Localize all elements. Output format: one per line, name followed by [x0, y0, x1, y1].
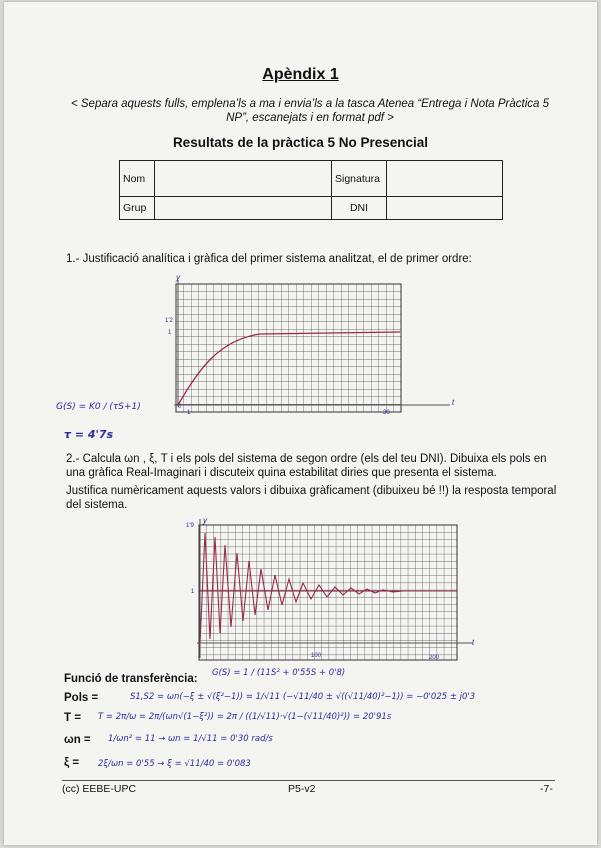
- dni-label: DNI: [332, 197, 387, 220]
- natural-frequency-value: 1/ωn² = 11 → ωn = 1/√11 = 0'30 rad/s: [108, 734, 273, 744]
- nom-field[interactable]: [155, 161, 332, 197]
- nom-label: Nom: [120, 161, 155, 197]
- transfer-function-label: Funció de transferència:: [64, 673, 198, 685]
- results-title: Resultats de la pràctica 5 No Presencial: [172, 135, 429, 150]
- graph-1-first-order: [160, 272, 470, 422]
- graph-2-grid: [199, 525, 457, 660]
- grup-field[interactable]: [155, 197, 332, 220]
- natural-frequency-label: ωn =: [64, 734, 91, 746]
- signatura-field[interactable]: [387, 161, 503, 197]
- graph-2-tick-x-200: 200: [429, 655, 440, 661]
- graph-1-y-label: y: [176, 273, 180, 282]
- instructions-text: < Separa aquests fulls, emplena’ls a ma i envia’ls a la tasca Atenea “Entrega i Nota Pràctica 5 NP”, escanejats i en format pdf >: [70, 98, 550, 124]
- footer-center: P5-v2: [288, 783, 316, 795]
- graph-1-t-label: t: [452, 398, 455, 407]
- question-2-text: 2.- Calcula ωn , ξ, T i els pols del sistema de segon ordre (els del teu DNI). Dibuixa els pols en una gràfica Real-Imaginari i discuteix quina estabilitat diries que presenta el sistema.: [66, 453, 547, 479]
- appendix-title: Apèndix 1: [262, 66, 339, 83]
- poles-label: Pols =: [64, 692, 99, 704]
- graph-1-tick-1: 1: [168, 330, 172, 336]
- transfer-function-value: G(S) = 1 / (11S² + 0'55S + 0'8): [212, 668, 346, 678]
- signatura-label: Signatura: [332, 161, 387, 197]
- period-value: T = 2π/ω = 2π/(ωn√(1−ξ²)) = 2π / ((1/√11)·√(1−(√11/40)²)) = 20'91s: [98, 712, 392, 722]
- graph-2-tick-y-1: 1: [191, 589, 195, 595]
- grup-label: Grup: [120, 197, 155, 220]
- footer-rule: [62, 780, 555, 781]
- question-1-text: 1.- Justificació analítica i gràfica del primer sistema analitzat, el de primer ordre:: [66, 253, 472, 265]
- graph-1-origin: 0: [178, 404, 182, 410]
- graph-1-grid: [176, 284, 401, 412]
- poles-value: S1,S2 = ωn(−ξ ± √(ξ²−1)) = 1/√11 (−√11/40 ± √((√11/40)²−1)) = −0'025 ± j0'3: [130, 692, 476, 702]
- student-info-table: [119, 160, 503, 220]
- graph-1-tick-x-1: 1: [187, 410, 191, 416]
- graph-2-tick-x-100: 100: [311, 653, 322, 659]
- handwritten-tau: τ = 4'7s: [64, 428, 114, 441]
- dni-field[interactable]: [387, 197, 503, 220]
- graph-1-tick-1-2: 1'2: [165, 318, 173, 324]
- graph-2-second-order: [183, 515, 483, 665]
- footer-page-number: -7-: [540, 783, 553, 795]
- period-label: T =: [64, 712, 81, 724]
- graph-2-t-label: t: [472, 638, 475, 647]
- graph-1-tick-x-30: 30: [383, 410, 390, 416]
- handwritten-transfer-function-1: G(S) = K0 / (τS+1): [56, 402, 141, 412]
- damping-label: ξ =: [64, 757, 80, 769]
- graph-2-y-label: y: [203, 516, 207, 525]
- footer-left: (cc) EEBE-UPC: [62, 783, 137, 795]
- graph-2-tick-y-1-9: 1'9: [186, 523, 194, 529]
- question-2-text-2: Justifica numèricament aquests valors i dibuixa gràficament (dibuixeu bé !!) la resposta temporal del sistema.: [66, 485, 557, 511]
- damping-value: 2ξ/ωn = 0'55 → ξ = √11/40 = 0'083: [98, 759, 251, 769]
